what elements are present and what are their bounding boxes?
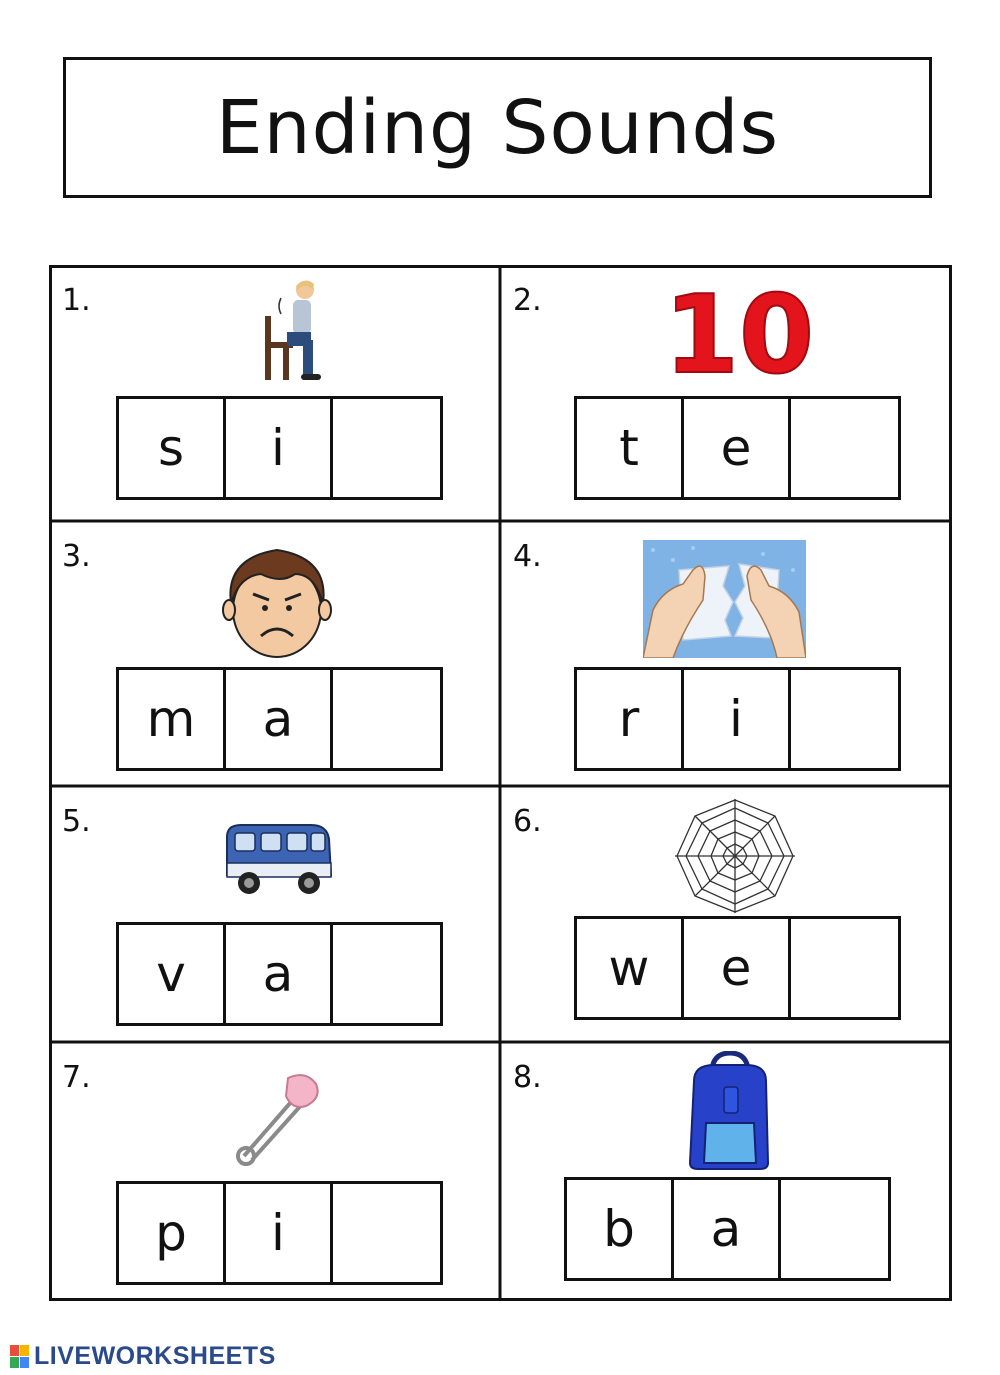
letter-boxes (116, 396, 443, 500)
rip-paper-icon (643, 540, 806, 662)
footer-logo (10, 1342, 276, 1371)
exercise-item-6 (503, 789, 952, 1045)
mad-face-icon (221, 544, 333, 664)
answer-box[interactable] (333, 925, 440, 1023)
item-number: 4. (513, 539, 542, 574)
item-number: 3. (62, 539, 91, 574)
letter-box: a (674, 1180, 781, 1278)
liveworksheets-logo-icon (10, 1345, 30, 1369)
letter-box: m (119, 670, 226, 768)
letter-box: a (226, 925, 333, 1023)
answer-box[interactable] (791, 399, 898, 497)
letter-boxes (116, 922, 443, 1026)
letter-boxes (116, 1181, 443, 1285)
letter-box: e (684, 399, 791, 497)
van-icon (221, 819, 333, 905)
letter-box: a (226, 670, 333, 768)
letter-box: p (119, 1184, 226, 1282)
item-number: 6. (513, 804, 542, 839)
letter-box: s (119, 399, 226, 497)
answer-box[interactable] (333, 399, 440, 497)
exercise-item-4 (503, 524, 952, 789)
letter-box: b (567, 1180, 674, 1278)
page-title: Ending Sounds (215, 84, 780, 171)
exercise-item-3 (52, 524, 502, 789)
letter-box: i (226, 399, 333, 497)
letter-box: i (684, 670, 791, 768)
ten-icon (657, 280, 822, 384)
answer-box[interactable] (791, 919, 898, 1017)
letter-box: v (119, 925, 226, 1023)
item-number: 1. (62, 283, 91, 318)
answer-box[interactable] (333, 1184, 440, 1282)
title-box (63, 57, 932, 198)
item-number: 2. (513, 283, 542, 318)
letter-boxes (116, 667, 443, 771)
footer-brand: LIVEWORKSHEETS (34, 1342, 276, 1370)
item-number: 5. (62, 804, 91, 839)
answer-box[interactable] (781, 1180, 888, 1278)
item-number: 8. (513, 1060, 542, 1095)
letter-box: w (577, 919, 684, 1017)
web-icon (673, 797, 797, 919)
exercise-item-1 (52, 268, 502, 524)
letter-box: i (226, 1184, 333, 1282)
exercise-item-7 (52, 1045, 502, 1301)
sit-icon (255, 276, 325, 386)
answer-box[interactable] (333, 670, 440, 768)
exercise-item-2 (503, 268, 952, 524)
item-number: 7. (62, 1060, 91, 1095)
letter-box: e (684, 919, 791, 1017)
exercise-item-5 (52, 789, 502, 1045)
exercise-grid (49, 265, 952, 1301)
letter-boxes (574, 396, 901, 500)
letter-box: r (577, 670, 684, 768)
safety-pin-icon (232, 1072, 324, 1170)
letter-boxes (564, 1177, 891, 1281)
exercise-item-8 (503, 1045, 952, 1301)
bag-icon (684, 1051, 774, 1177)
letter-boxes (574, 667, 901, 771)
answer-box[interactable] (791, 670, 898, 768)
letter-boxes (574, 916, 901, 1020)
letter-box: t (577, 399, 684, 497)
ten-text: 10 (663, 280, 815, 380)
